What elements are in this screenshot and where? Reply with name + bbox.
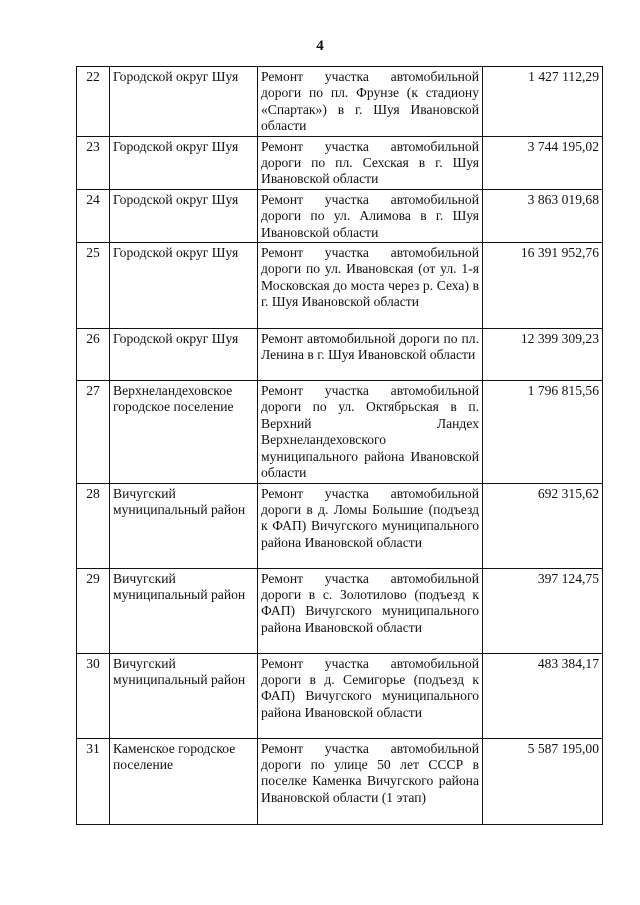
amount-cell: 692 315,62 xyxy=(483,483,603,568)
description-cell: Ремонт автомобильной дороги по пл. Ленина в г. Шуя Ивановской области xyxy=(258,329,483,381)
amount-cell: 397 124,75 xyxy=(483,568,603,653)
row-number: 25 xyxy=(77,243,110,329)
row-number: 24 xyxy=(77,189,110,242)
amount-cell: 483 384,17 xyxy=(483,653,603,738)
municipality-cell: Верхнеландеховское городское поселение xyxy=(110,381,258,483)
municipality-cell: Вичугский муниципальный район xyxy=(110,653,258,738)
amount-cell: 12 399 309,23 xyxy=(483,329,603,381)
table-row xyxy=(77,136,603,189)
description-cell: Ремонт участка автомобильной дороги по улице 50 лет СССР в поселке Каменка Вичугского района Ивановской области (1 этап) xyxy=(258,738,483,824)
municipality-cell: Городской округ Шуя xyxy=(110,243,258,329)
table-row xyxy=(77,568,603,653)
roads-repair-table xyxy=(76,66,603,825)
municipality-cell: Вичугский муниципальный район xyxy=(110,483,258,568)
municipality-cell: Вичугский муниципальный район xyxy=(110,568,258,653)
description-cell: Ремонт участка автомобильной дороги по ул. Алимова в г. Шуя Ивановской области xyxy=(258,189,483,242)
municipality-cell: Городской округ Шуя xyxy=(110,329,258,381)
table-row xyxy=(77,243,603,329)
municipality-cell: Городской округ Шуя xyxy=(110,136,258,189)
row-number: 29 xyxy=(77,568,110,653)
row-number: 31 xyxy=(77,738,110,824)
amount-cell: 16 391 952,76 xyxy=(483,243,603,329)
description-cell: Ремонт участка автомобильной дороги по пл. Сехская в г. Шуя Ивановской области xyxy=(258,136,483,189)
table-row xyxy=(77,329,603,381)
amount-cell: 1 427 112,29 xyxy=(483,67,603,137)
description-cell: Ремонт участка автомобильной дороги в д. Семигорье (подъезд к ФАП) Вичугского муниципального района Ивановской области xyxy=(258,653,483,738)
table-row xyxy=(77,381,603,483)
row-number: 26 xyxy=(77,329,110,381)
municipality-cell: Каменское городское поселение xyxy=(110,738,258,824)
description-cell: Ремонт участка автомобильной дороги в с. Золотилово (подъезд к ФАП) Вичугского муниципального района Ивановской области xyxy=(258,568,483,653)
amount-cell: 3 744 195,02 xyxy=(483,136,603,189)
municipality-cell: Городской округ Шуя xyxy=(110,189,258,242)
table-row xyxy=(77,189,603,242)
row-number: 27 xyxy=(77,381,110,483)
table-row xyxy=(77,653,603,738)
table-row xyxy=(77,67,603,137)
amount-cell: 3 863 019,68 xyxy=(483,189,603,242)
page-number: 4 xyxy=(316,38,324,54)
description-cell: Ремонт участка автомобильной дороги по ул. Ивановская (от ул. 1-я Московская до моста через р. Сеха) в г. Шуя Ивановской области xyxy=(258,243,483,329)
row-number: 22 xyxy=(77,67,110,137)
amount-cell: 5 587 195,00 xyxy=(483,738,603,824)
row-number: 28 xyxy=(77,483,110,568)
municipality-cell: Городской округ Шуя xyxy=(110,67,258,137)
description-cell: Ремонт участка автомобильной дороги по пл. Фрунзе (к стадиону «Спартак») в г. Шуя Ивановской области xyxy=(258,67,483,137)
amount-cell: 1 796 815,56 xyxy=(483,381,603,483)
row-number: 30 xyxy=(77,653,110,738)
table-row xyxy=(77,738,603,824)
table-row xyxy=(77,483,603,568)
description-cell: Ремонт участка автомобильной дороги в д. Ломы Большие (подъезд к ФАП) Вичугского муниципального района Ивановской области xyxy=(258,483,483,568)
row-number: 23 xyxy=(77,136,110,189)
description-cell: Ремонт участка автомобильной дороги по ул. Октябрьская в п. Верхний Ландех Верхнеландеховского муниципального района Ивановской области xyxy=(258,381,483,483)
